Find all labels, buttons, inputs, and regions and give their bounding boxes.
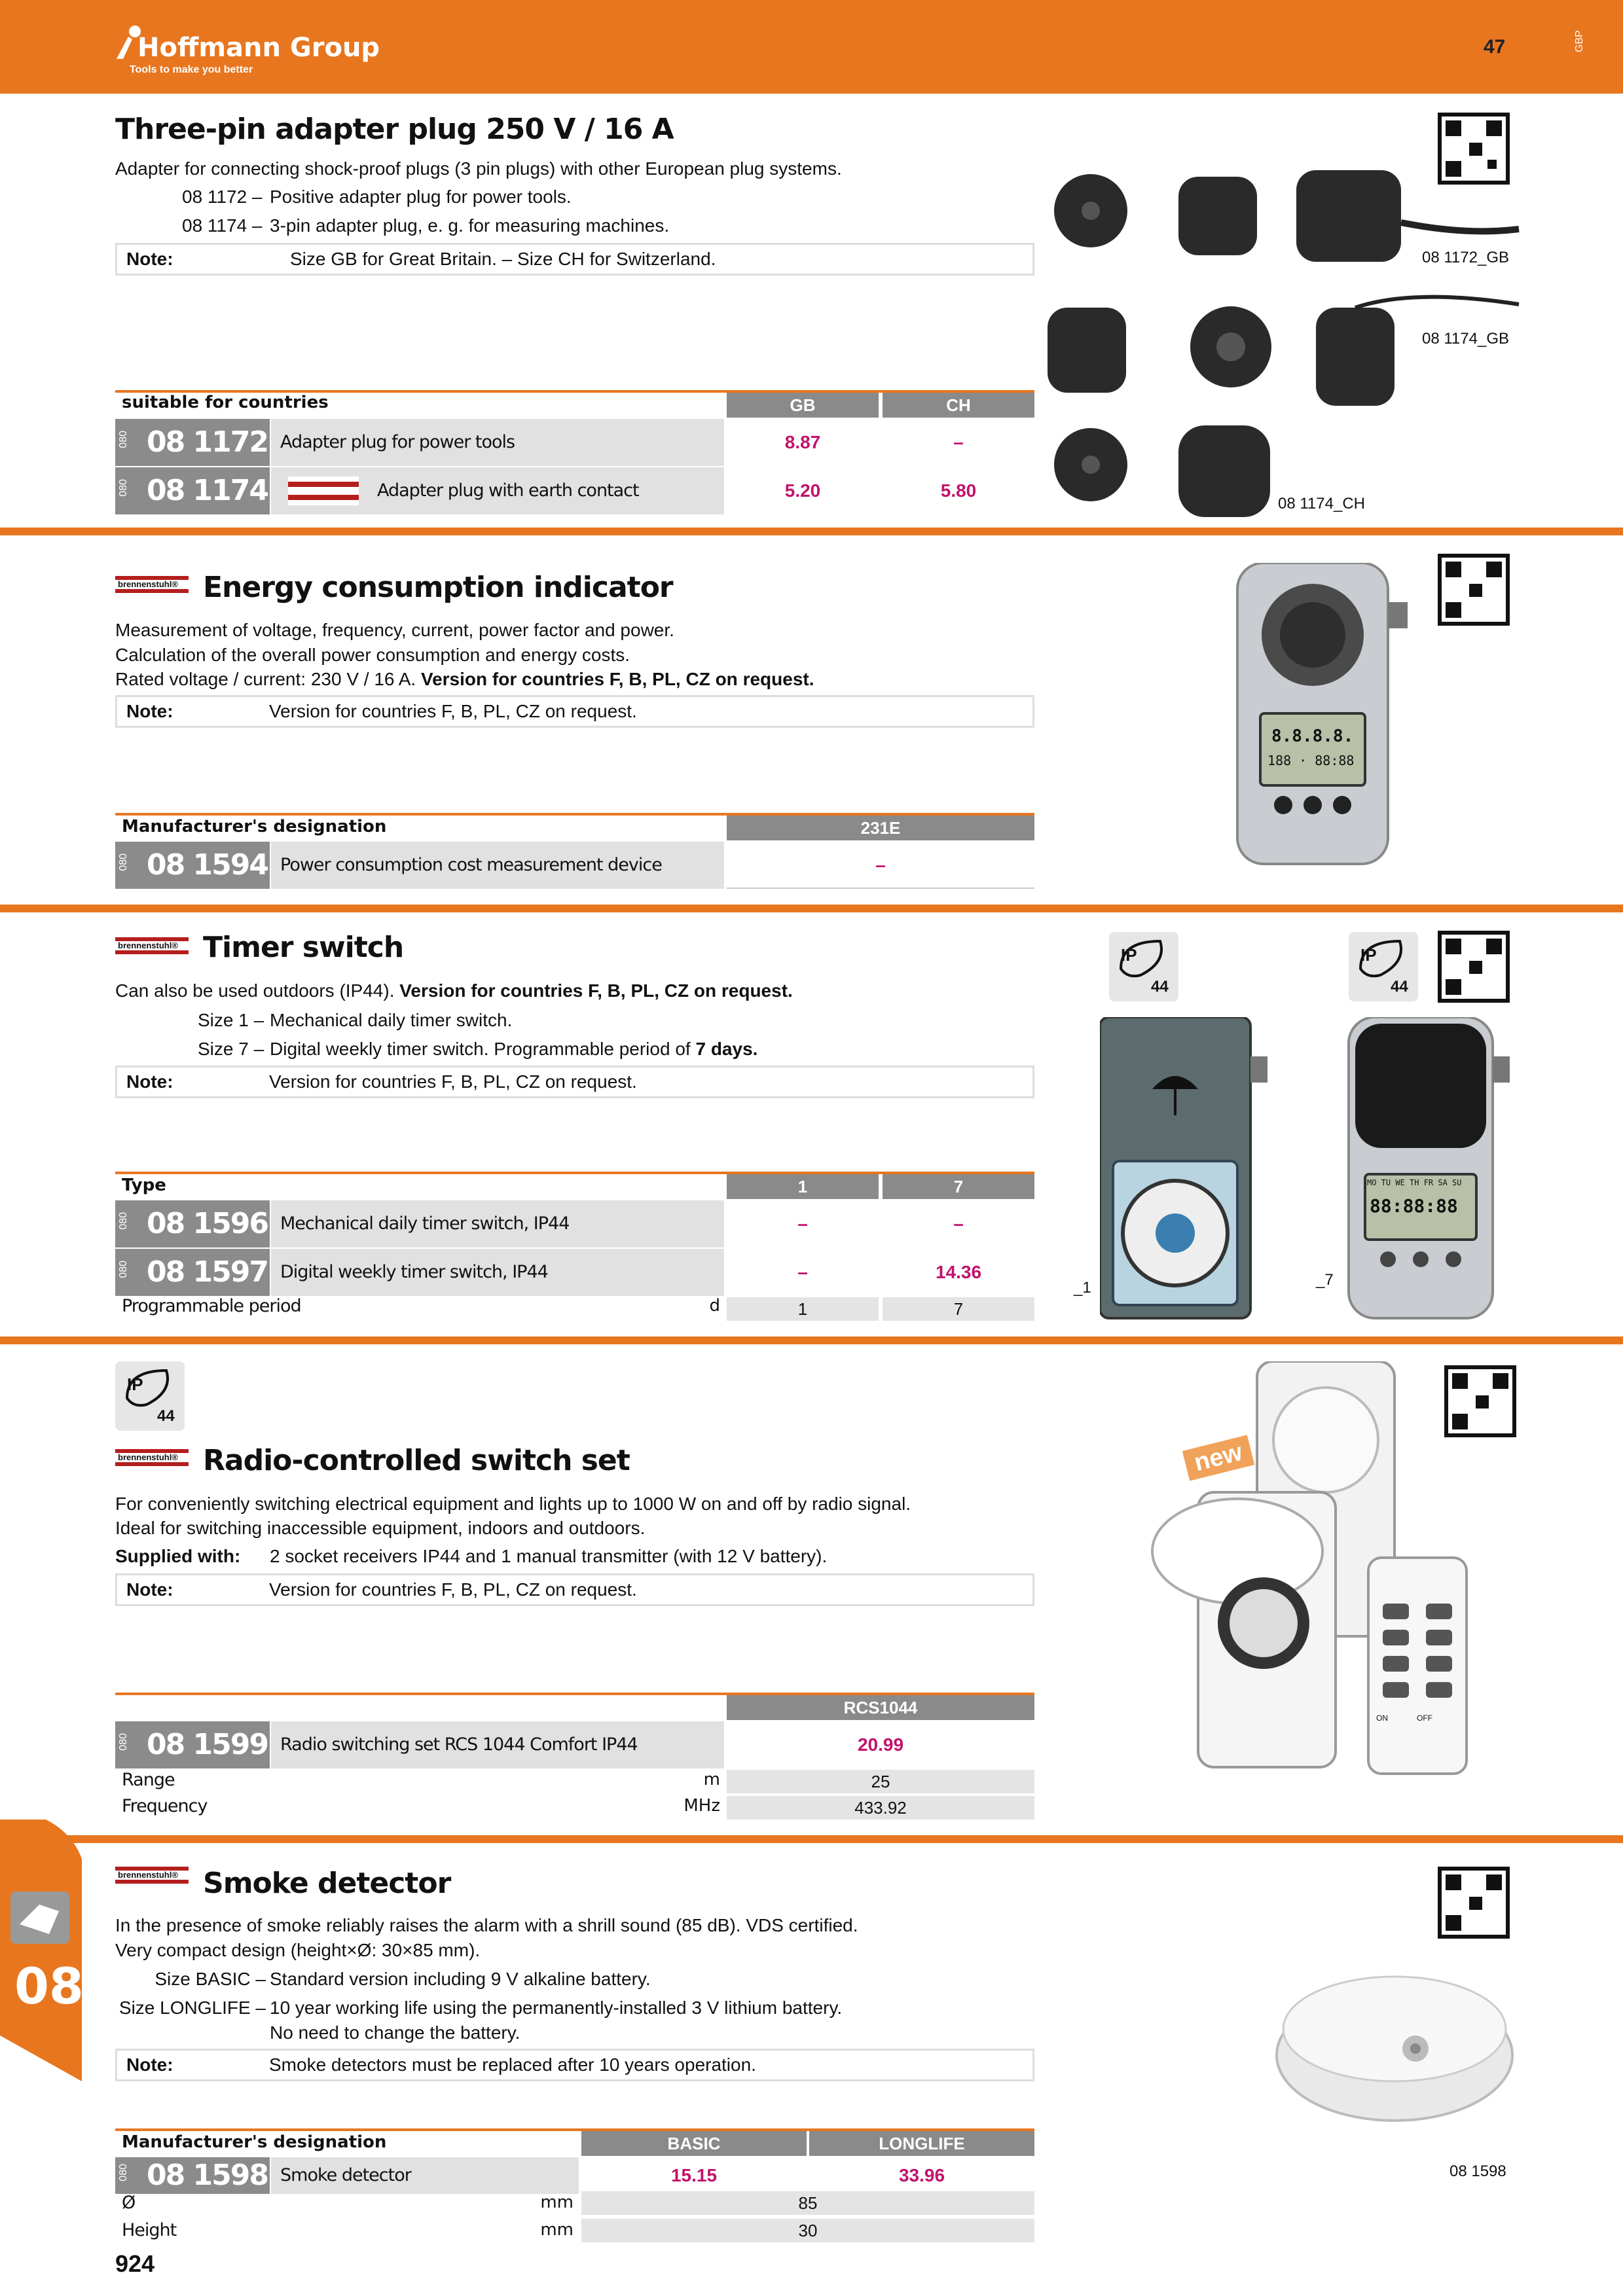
table-label: suitable for countries [122, 393, 329, 412]
image-caption: _1 [1074, 1279, 1091, 1297]
new-badge: new [1182, 1435, 1254, 1480]
price-ch: – [953, 432, 964, 452]
note-text: Version for countries F, B, PL, CZ on request. [269, 1579, 637, 1600]
brand-name: Hoffmann Group [137, 33, 380, 63]
note-label: Note: [126, 249, 173, 269]
frequency-label: Frequency [122, 1796, 208, 1816]
programmable-period-label: Programmable period [122, 1296, 301, 1316]
radio-line1: For conveniently switching electrical equipment and lights up to 1000 W on and off by radio signal. [115, 1494, 911, 1514]
adapter-title: Three-pin adapter plug 250 V / 16 A [115, 113, 674, 146]
radio-note [115, 1573, 1034, 1606]
article-number: 08 1594 [147, 848, 268, 882]
article-desc-cell [271, 2157, 579, 2194]
article-desc: Power consumption cost measurement device [280, 855, 662, 875]
article-cell [115, 419, 270, 466]
radio-line2: Ideal for switching inaccessible equipment, indoors and outdoors. [115, 1518, 646, 1538]
timer-lcd-digits: 88:88:88 [1370, 1195, 1458, 1217]
timer-line2-text: Mechanical daily timer switch. [270, 1010, 513, 1030]
col-header-ch: CH [883, 393, 1034, 418]
programmable-period-unit: d [709, 1296, 720, 1316]
note-label: Note: [126, 1071, 173, 1092]
image-caption: 08 1598 [1450, 2162, 1506, 2180]
energy-line3a: Rated voltage / current: 230 V / 16 A. [115, 669, 416, 689]
height-value: 30 [581, 2219, 1034, 2242]
remote-on-label: ON [1376, 1713, 1388, 1723]
smoke-line4-text: 10 year working life using the permanently-installed 3 V lithium battery. [270, 1998, 843, 2018]
page-number-bottom: 924 [115, 2250, 155, 2277]
timer-line3 [270, 1036, 757, 1062]
supplied-label: Supplied with: [115, 1546, 241, 1566]
table-label: Manufacturer's designation [122, 2132, 387, 2152]
article-desc: Digital weekly timer switch, IP44 [280, 1262, 548, 1282]
energy-line3b: Version for countries F, B, PL, CZ on request. [420, 669, 814, 689]
diameter-label: Ø [122, 2193, 136, 2213]
energy-line3 [115, 666, 814, 692]
frequency-value: 433.92 [727, 1796, 1034, 1820]
frequency-unit: MHz [684, 1796, 720, 1816]
section-divider [0, 905, 1623, 912]
brand-badge-text: brennenstuhl® [118, 1452, 178, 1462]
article-desc-cell [271, 1249, 724, 1296]
col-header-longlife: LONGLIFE [809, 2131, 1034, 2156]
note-text: Smoke detectors must be replaced after 10 years operation. [269, 2054, 756, 2075]
table-label: Manufacturer's designation [122, 817, 387, 836]
qr-code-icon [1438, 113, 1510, 185]
article-prefix: 080 [118, 853, 129, 871]
timer-line1a: Can also be used outdoors (IP44). [115, 980, 395, 1001]
smoke-line2: Very compact design (height×Ø: 30×85 mm). [115, 1940, 481, 1960]
article-desc: Radio switching set RCS 1044 Comfort IP44 [280, 1734, 638, 1755]
range-label: Range [122, 1770, 175, 1790]
section-divider [0, 528, 1623, 535]
price-size-7: 14.36 [935, 1262, 982, 1282]
energy-line2: Calculation of the overall power consumption and energy costs. [115, 645, 630, 665]
smoke-line1: In the presence of smoke reliably raises the alarm with a shrill sound (85 dB). VDS certified. [115, 1915, 858, 1935]
ip-label: IP [127, 1374, 143, 1394]
smoke-note [115, 2049, 1034, 2081]
article-number: 08 1172 [147, 425, 268, 459]
ip44-icon [115, 1361, 185, 1431]
brand-tagline: Tools to make you better [130, 64, 253, 75]
article-desc: Mechanical daily timer switch, IP44 [280, 1213, 570, 1234]
height-unit: mm [540, 2220, 574, 2240]
article-prefix: 080 [118, 1212, 129, 1230]
timer-lcd-days: MO TU WE TH FR SA SU [1367, 1178, 1462, 1187]
lcd-display-top: 8.8.8.8. [1271, 726, 1354, 746]
timer-line1b: Version for countries F, B, PL, CZ on request. [399, 980, 793, 1001]
image-caption: _7 [1316, 1271, 1334, 1289]
brennenstuhl-logo [288, 476, 359, 505]
timer-line1 [115, 978, 793, 1004]
note-text: Size GB for Great Britain. – Size CH for Switzerland. [290, 249, 716, 269]
adapter-intro: Adapter for connecting shock-proof plugs (3 pin plugs) with other European plug systems. [115, 158, 842, 179]
timer-line3-text-a: Digital weekly timer switch. Programmable period of [270, 1039, 691, 1059]
radio-title: Radio-controlled switch set [203, 1444, 630, 1477]
article-prefix: 080 [118, 1733, 129, 1751]
article-prefix: 080 [118, 431, 129, 448]
table-label: Type [122, 1175, 166, 1195]
article-cell [115, 467, 270, 514]
energy-title: Energy consumption indicator [203, 571, 673, 604]
timer-title: Timer switch [203, 931, 404, 964]
note-label: Note: [126, 2054, 173, 2075]
language-code: GBP [1574, 30, 1585, 52]
note-text: Version for countries F, B, PL, CZ on request. [269, 701, 637, 721]
col-header-gb: GB [727, 393, 879, 418]
adapter-note [115, 243, 1034, 276]
image-caption: 08 1174_CH [1278, 495, 1365, 512]
col-header-231e: 231E [727, 816, 1034, 840]
energy-note [115, 695, 1034, 728]
article-desc-cell [271, 842, 724, 889]
chapter-tab [0, 1820, 85, 2081]
adapter-line2-text: 3-pin adapter plug, e. g. for measuring machines. [270, 215, 670, 236]
article-desc: Smoke detector [280, 2165, 411, 2185]
image-caption: 08 1174_GB [1422, 330, 1509, 348]
article-desc-cell [271, 1200, 724, 1247]
smoke-detector-image [1270, 1957, 1519, 2127]
price-size-1: – [797, 1262, 808, 1282]
ip-label: IP [1360, 945, 1377, 965]
qr-code-icon [1438, 554, 1510, 626]
qr-code-icon [1444, 1365, 1516, 1437]
article-cell [115, 1721, 270, 1768]
programmable-period-7: 7 [883, 1297, 1034, 1321]
row-rule [727, 888, 1034, 889]
height-label: Height [122, 2220, 177, 2240]
range-unit: m [703, 1770, 720, 1789]
article-number: 08 1599 [147, 1728, 268, 1761]
price-size-7: – [953, 1213, 964, 1234]
article-prefix: 080 [118, 2164, 129, 2181]
qr-code-icon [1438, 1867, 1510, 1939]
smoke-line3-code: Size BASIC – [155, 1969, 266, 1989]
image-caption: 08 1172_GB [1422, 249, 1509, 266]
article-number: 08 1596 [147, 1207, 268, 1240]
section-divider [0, 1835, 1623, 1843]
article-desc-cell [271, 1721, 724, 1768]
article-cell [115, 842, 270, 889]
range-value: 25 [727, 1770, 1034, 1793]
note-label: Note: [126, 701, 173, 721]
ip44-icon [1349, 932, 1418, 1001]
article-desc: Adapter plug with earth contact [377, 480, 639, 501]
price-rcs1044: 20.99 [857, 1734, 904, 1755]
ip-label: IP [1121, 945, 1137, 965]
mechanical-timer-image [1100, 1017, 1270, 1325]
section-divider [0, 1336, 1623, 1344]
qr-code-icon [1438, 931, 1510, 1003]
article-number: 08 1598 [147, 2159, 268, 2192]
timer-note [115, 1066, 1034, 1098]
brennenstuhl-logo [115, 1867, 189, 1884]
brand-badge-text: brennenstuhl® [118, 1870, 178, 1880]
smoke-title: Smoke detector [203, 1867, 451, 1900]
timer-line2-code: Size 1 – [198, 1010, 264, 1030]
note-label: Note: [126, 1579, 173, 1600]
brennenstuhl-logo [115, 1449, 189, 1466]
price-ch: 5.80 [940, 480, 977, 501]
adapter-line1-code: 08 1172 – [182, 187, 263, 207]
col-header-1: 1 [727, 1174, 879, 1199]
article-cell [115, 2157, 270, 2194]
programmable-period-1: 1 [727, 1297, 879, 1321]
lcd-display-bottom: 188 · 88:88 [1267, 753, 1355, 768]
article-prefix: 080 [118, 479, 129, 497]
price-gb: 8.87 [784, 432, 821, 452]
col-header-rcs1044: RCS1044 [727, 1695, 1034, 1720]
ip44-icon [1109, 932, 1178, 1001]
brand-badge-text: brennenstuhl® [118, 941, 178, 950]
smoke-line4-code: Size LONGLIFE – [119, 1998, 266, 2018]
price-longlife: 33.96 [898, 2165, 945, 2185]
brennenstuhl-logo [115, 576, 189, 593]
page-number-top: 47 [1484, 36, 1506, 58]
article-number: 08 1174 [147, 474, 268, 507]
note-text: Version for countries F, B, PL, CZ on request. [269, 1071, 637, 1092]
article-cell [115, 1249, 270, 1296]
article-desc: Adapter plug for power tools [280, 432, 515, 452]
energy-line1: Measurement of voltage, frequency, current, power factor and power. [115, 620, 674, 640]
chapter-number: 08 [14, 1957, 84, 2015]
timer-line3-text-b: 7 days. [695, 1039, 758, 1059]
col-header-7: 7 [883, 1174, 1034, 1199]
diameter-value: 85 [581, 2191, 1034, 2215]
price-size-1: – [797, 1213, 808, 1234]
smoke-line5-text: No need to change the battery. [270, 2022, 520, 2043]
col-header-basic: BASIC [581, 2131, 807, 2156]
remote-off-label: OFF [1417, 1713, 1432, 1723]
energy-meter-image [1231, 563, 1427, 870]
price-gb: 5.20 [784, 480, 821, 501]
article-prefix: 080 [118, 1261, 129, 1278]
supplied-text: 2 socket receivers IP44 and 1 manual transmitter (with 12 V battery). [270, 1546, 828, 1566]
ip-rating: 44 [1151, 978, 1169, 996]
ip-rating: 44 [157, 1407, 175, 1425]
diameter-unit: mm [540, 2193, 574, 2212]
article-desc-cell [271, 419, 724, 466]
brennenstuhl-logo [115, 937, 189, 954]
price-231e: – [875, 855, 886, 875]
ip-rating: 44 [1391, 978, 1408, 996]
price-basic: 15.15 [670, 2165, 718, 2185]
adapter-line1-text: Positive adapter plug for power tools. [270, 187, 572, 207]
brand-badge-text: brennenstuhl® [118, 579, 178, 589]
timer-line3-code: Size 7 – [198, 1039, 264, 1059]
smoke-line3-text: Standard version including 9 V alkaline battery. [270, 1969, 651, 1989]
digital-timer-image [1342, 1017, 1512, 1325]
adapter-line2-code: 08 1174 – [182, 215, 263, 236]
article-cell [115, 1200, 270, 1247]
article-number: 08 1597 [147, 1255, 268, 1289]
